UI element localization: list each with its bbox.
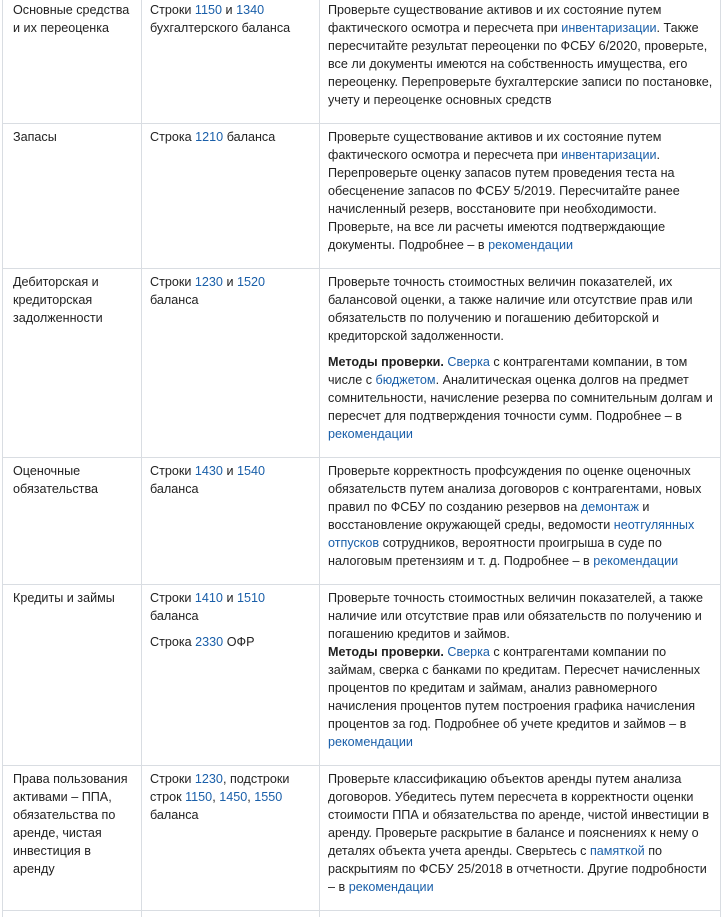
line-link-1510[interactable]: 1510 [237, 591, 266, 605]
line-link-1150[interactable]: 1150 [185, 790, 213, 804]
check-cell [320, 585, 721, 766]
lines-cell [142, 911, 320, 917]
line-link-1340[interactable]: 1340 [236, 3, 265, 17]
table-row [3, 766, 721, 911]
table-row [3, 124, 721, 269]
reconciliation-link[interactable]: Сверка [447, 355, 490, 369]
check-cell [320, 269, 721, 458]
inventory-link[interactable]: инвентаризации [561, 21, 657, 35]
line-link-1520[interactable]: 1520 [237, 275, 266, 289]
item-cell [3, 585, 142, 766]
memo-link[interactable]: памяткой [589, 844, 645, 858]
line-link-1210[interactable]: 1210 [195, 130, 224, 144]
recommendation-link[interactable]: рекомендации [488, 238, 574, 252]
audit-checklist-table [2, 0, 721, 917]
item-cell [3, 124, 142, 269]
unused-vacations-link[interactable]: неотгулянных отпусков [328, 518, 695, 550]
check-cell: Проверьте классификацию объектов аренды путем анализа договоров. Убедитесь путем пересчета в корректности оценки стоимости ППА и обязательства по аренде, чистой инвестиции в аренду. Проверьте раскрытие в балансе и пояснениях к нему о деталях объекта учета аренды. Сверьтесь с памяткой по раскрытиям по ФСБУ 25/2018 в отчетности. Другие подробности – в рекомендации [320, 766, 721, 911]
table-row [3, 0, 721, 124]
item-cell [3, 766, 142, 911]
lines-cell [142, 585, 320, 766]
item-name: Кредиты и займы [13, 591, 115, 605]
recommendation-link[interactable]: рекомендации [328, 427, 413, 441]
dismantling-link[interactable]: демонтаж [580, 500, 639, 514]
check-cell: Проверьте корректность профсуждения по оценке оценочных обязательств путем анализа договоров с контрагентами, новых правил по ФСБУ по созданию резервов на демонтаж и восстановление окружающей среды, ведомости неотгулянных отпусков сотрудников, вероятности проигрыша в суде по налоговым претензиям и т. д. Подробнее – в рекомендации [320, 458, 721, 585]
recommendation-link[interactable]: рекомендации [348, 880, 434, 894]
check-paragraph: Проверьте точность стоимостных величин показателей, их балансовой оценки, а также наличие или отсутствие прав или обязательств по получению и погашению дебиторской и кредиторской задолженности. [328, 275, 693, 343]
item-name: Оценочные обязательства [13, 464, 99, 496]
item-name: Права пользования активами – ППА, обязательства по аренде, чистая инвестиция в аренду [13, 772, 128, 876]
recommendation-link[interactable]: рекомендации [593, 554, 679, 568]
line-link-1230[interactable]: 1230 [194, 275, 223, 289]
lines-cell: Строка 1210 баланса [142, 124, 320, 269]
line-link-1450[interactable]: 1450 [219, 790, 248, 804]
budget-link[interactable]: бюджетом [375, 373, 436, 387]
item-cell [3, 0, 142, 124]
check-cell [320, 911, 721, 917]
table-row [3, 269, 721, 458]
line-link-1430[interactable]: 1430 [194, 464, 223, 478]
line-link-1540[interactable]: 1540 [237, 464, 266, 478]
item-name: Дебиторская и кредиторская задолженности [13, 275, 103, 325]
methods-paragraph: Методы проверки. Сверка с контрагентами компании, в том числе с бюджетом. Аналитическая оценка долгов на предмет сомнительности, начисление резерва по сомнительным долгам и пересчет для подтверждения точности сумм. Подробнее – в рекомендации [328, 355, 713, 441]
line-link-1150[interactable]: 1150 [194, 3, 223, 17]
item-name: Основные средства и их переоценка [13, 3, 130, 35]
methods-label: Методы проверки. [328, 645, 444, 659]
lines-cell: Строки 1150 и 1340 бухгалтерского баланса [142, 0, 320, 124]
lines-cell: Строки 1230 и 1520 баланса [142, 269, 320, 458]
item-name: Запасы [13, 130, 57, 144]
item-cell [3, 458, 142, 585]
lines-cell: Строки 1230, подстроки строк 1150, 1450, 1550 баланса [142, 766, 320, 911]
inventory-link[interactable]: инвентаризации [561, 148, 657, 162]
recommendation-link[interactable]: рекомендации [328, 735, 413, 749]
line-link-2330[interactable]: 2330 [195, 635, 224, 649]
methods-label: Методы проверки. [328, 355, 444, 369]
line-link-1410[interactable]: 1410 [194, 591, 223, 605]
check-cell: Проверьте существование активов и их состояние путем фактического осмотра и пересчета при инвентаризации. Также пересчитайте результат переоценки по ФСБУ 6/2020, проверьте, все ли документы имеются на собственность имущества, его переоценку. Перепроверьте бухгалтерские записи по постановке, учету и переоценке основных средств [320, 0, 721, 124]
check-paragraph: Проверьте точность стоимостных величин показателей, а также наличие или отсутствие прав или обязательств по получению и погашению кредитов и займов. [328, 591, 704, 641]
check-cell: Проверьте существование активов и их состояние путем фактического осмотра и пересчета при инвентаризации. Перепроверьте оценку запасов путем проведения теста на обесценение запасов по ФСБУ 5/2019. Пересчитайте ранее начисленный резерв, восстановите при необходимости. Проверьте, на все ли расчеты имеются подтверждающие документы. Подробнее – в рекомендации [320, 124, 721, 269]
line-link-1230[interactable]: 1230 [194, 772, 223, 786]
reconciliation-link[interactable]: Сверка [447, 645, 490, 659]
line-link-1550[interactable]: 1550 [254, 790, 283, 804]
table-row [3, 585, 721, 766]
lines-paragraph: Строка 2330 ОФР [150, 635, 255, 649]
table-row [3, 458, 721, 585]
lines-cell: Строки 1430 и 1540 баланса [142, 458, 320, 585]
lines-paragraph: Строки 1410 и 1510 баланса [150, 591, 266, 623]
item-cell [3, 269, 142, 458]
methods-paragraph: Методы проверки. Сверка с контрагентами компании по займам, сверка с банками по кредитам. Пересчет начисленных процентов по кредитам и займам, анализ равномерного начисления процентов путем построения графика начисления процентов за год. Подробнее об учете кредитов и займов – в рекомендации [328, 645, 700, 749]
item-cell [3, 911, 142, 917]
table-row-partial [3, 911, 721, 917]
